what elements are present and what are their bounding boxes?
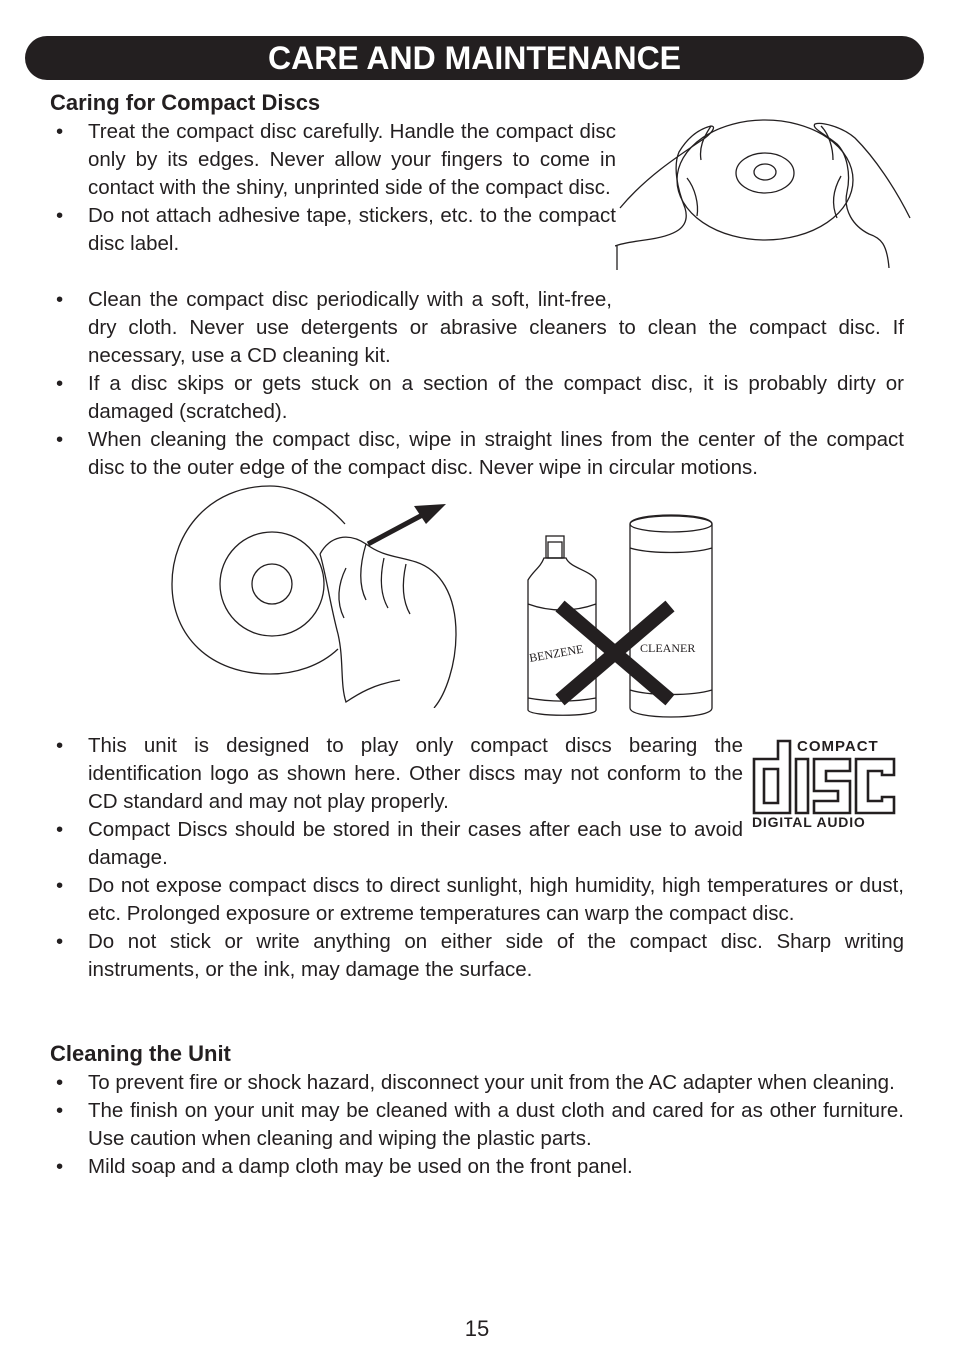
unit-care-list — [50, 1069, 904, 1181]
hands-holding-disc-illustration — [615, 118, 915, 278]
wiping-disc-illustration — [170, 484, 470, 708]
logo-main-text: disc — [750, 737, 752, 738]
wrap-spacer — [612, 286, 904, 314]
disc-care-list-b-wide — [50, 872, 904, 984]
list-item: • To prevent fire or shock hazard, disconnect your unit from the AC adapter when cleaning. — [50, 1069, 904, 1097]
list-item: • Do not expose compact discs to direct sunlight, high humidity, high temperatures or dust, etc. Prolonged exposure or extreme temperatures can warp the compact disc. — [50, 872, 904, 928]
section-heading-unit: Cleaning the Unit — [50, 1041, 231, 1066]
logo-bottom-text: DIGITAL AUDIO — [752, 814, 866, 830]
list-item: • The finish on your unit may be cleaned with a dust cloth and cared for as other furniture. Use caution when cleaning and wiping the plastic parts. — [50, 1097, 904, 1153]
page-title-banner — [25, 36, 924, 80]
list-item: • If a disc skips or gets stuck on a section of the compact disc, it is probably dirty or damaged (scratched). — [50, 370, 904, 426]
list-item: • When cleaning the compact disc, wipe in straight lines from the center of the compact disc to the outer edge of the compact disc. Never wipe in circular motions. — [50, 426, 904, 482]
section-heading-discs: Caring for Compact Discs — [50, 90, 321, 115]
page-number: 15 — [464, 1316, 490, 1341]
disc-care-list-a — [50, 118, 616, 258]
list-item: • Do not stick or write anything on either side of the compact disc. Sharp writing instruments, or the ink, may damage the surface. — [50, 928, 904, 984]
list-item: • Do not attach adhesive tape, stickers, etc. to the compact disc label. — [50, 202, 616, 258]
list-item: • Clean the compact disc periodically with a soft, lint-free, dry cloth. Never use detergents or abrasive cleaners to clean the compact disc. If necessary, use a CD cleaning kit. — [50, 286, 904, 370]
disc-care-list-b — [50, 732, 743, 872]
bottle-label: BENZENE — [528, 641, 585, 665]
list-item: • Compact Discs should be stored in their cases after each use to avoid damage. — [50, 816, 743, 872]
logo-top-text: COMPACT — [797, 738, 879, 755]
list-item: • Treat the compact disc carefully. Handle the compact disc only by its edges. Never allow your fingers to come in contact with the shiny, unprinted side of the compact disc. — [50, 118, 616, 202]
page-title: CARE AND MAINTENANCE — [267, 40, 682, 76]
disc-care-list-a-wide — [50, 286, 904, 482]
list-item: • Mild soap and a damp cloth may be used on the front panel. — [50, 1153, 904, 1181]
no-solvents-illustration — [520, 512, 720, 722]
compact-disc-logo — [750, 737, 898, 831]
can-label: CLEANER — [640, 641, 696, 655]
list-item: • This unit is designed to play only compact discs bearing the identification logo as shown here. Other discs may not conform to the CD standard and may not play properly. — [50, 732, 743, 816]
